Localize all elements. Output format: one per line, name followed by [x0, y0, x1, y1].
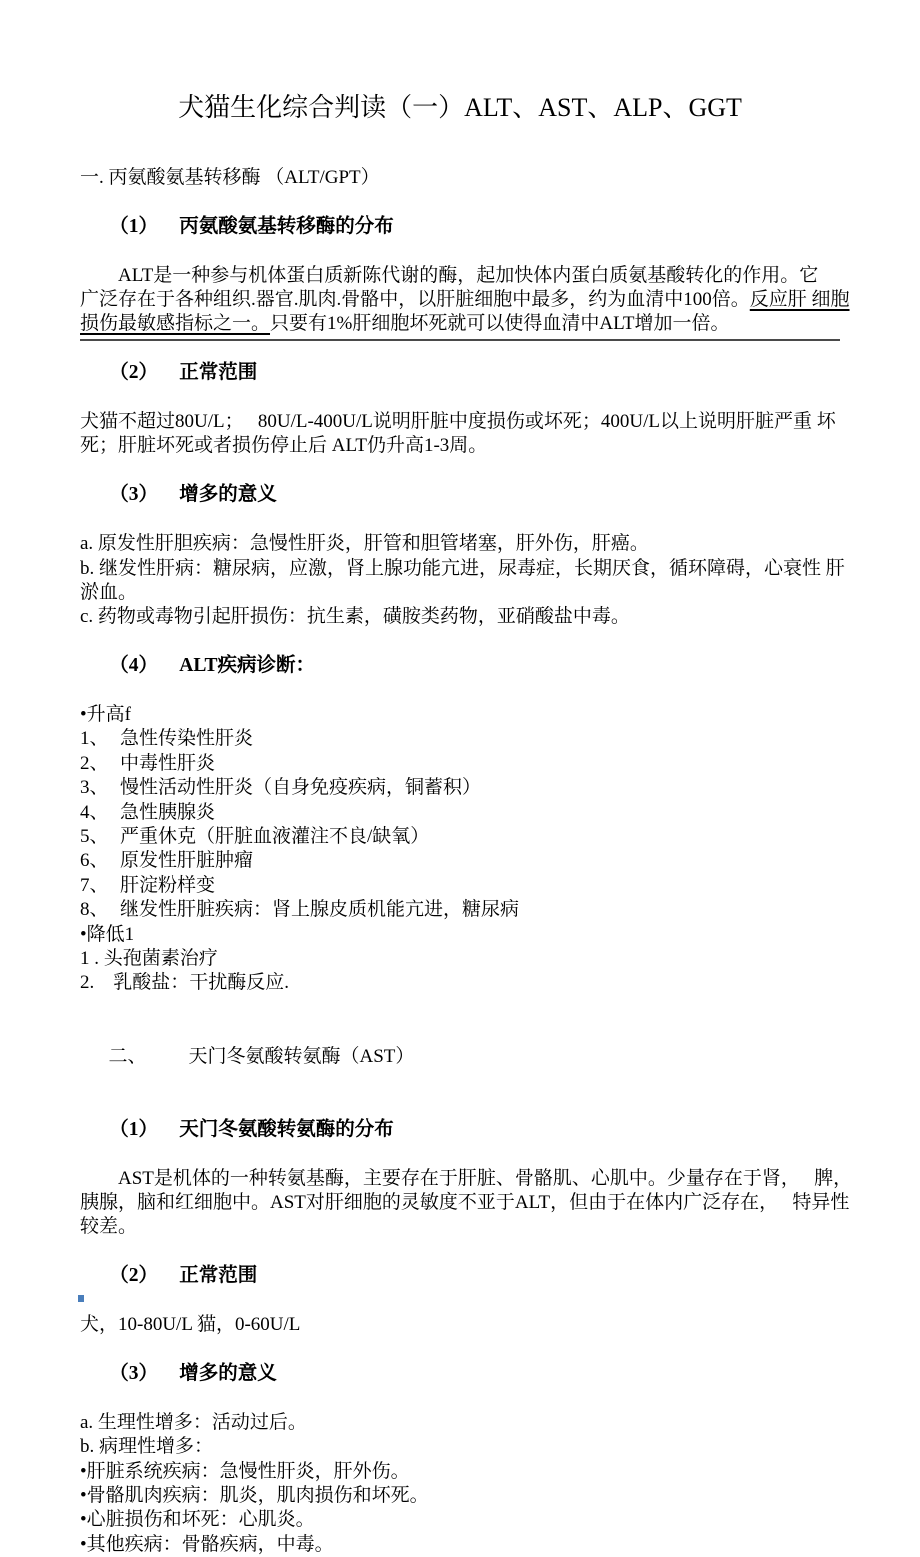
list-item: [80, 825, 840, 849]
list-item-text: 慢性活动性肝炎（自身免疫疾病，铜蓄积）: [120, 777, 482, 799]
heading-number-label: （3）: [109, 1362, 159, 1384]
list-item: [80, 727, 840, 751]
section-title-text: 天门冬氨酸转氨酶（AST）: [188, 1045, 415, 1067]
ast-distribution-heading: [80, 1093, 840, 1166]
heading-title-text: ALT疾病诊断：: [179, 655, 316, 677]
section-ast-heading: [80, 1020, 840, 1093]
alt-increase-heading: [80, 459, 840, 532]
alt-diagnosis-increase-header: •升高f: [80, 703, 131, 725]
heading-title-text: 天门冬氨酸转氨酶的分布: [179, 1118, 394, 1140]
list-item-text: 原发性肝脏肿瘤: [120, 850, 254, 872]
alt-range-line-1: 犬猫不超过80U/L； 80U/L-400U/L说明肝脏中度损伤或坏死；400U/L以上说明肝脏严重 坏: [80, 411, 836, 433]
list-item-text: 继发性肝脏疾病：肾上腺皮质机能亢进，糖尿病: [120, 899, 520, 921]
list-number: 1、: [80, 728, 109, 750]
ast-distribution-line-2: 胰腺，脑和红细胞中。AST对肝细胞的灵敏度不亚于ALT，但由于在体内广泛存在， 特异性: [80, 1192, 850, 1214]
ast-distribution-line-1: AST是机体的一种转氨基酶，主要存在于肝脏、骨骼肌、心肌中。少量存在于肾， 脾，: [80, 1167, 853, 1189]
heading-title-text: 正常范围: [179, 1265, 258, 1287]
page-bottom-marker: [78, 1295, 84, 1302]
ast-increase-heading: [80, 1337, 840, 1410]
alt-diagnosis-decrease-header: •降低1: [80, 923, 135, 945]
ast-increase-item-b: b. 病理性增多：: [80, 1436, 214, 1458]
alt-distribution-line-1: ALT是一种参与机体蛋白质新陈代谢的酶，起加快体内蛋白质氨基酸转化的作用。它: [80, 264, 819, 286]
ast-normal-range-heading: [80, 1240, 840, 1313]
heading-title-text: 丙氨酸氨基转移酶的分布: [179, 215, 394, 237]
list-item: [80, 849, 840, 873]
alt-distribution-heading: [80, 190, 840, 263]
list-number: 6、: [80, 850, 109, 872]
heading-title-text: 增多的意义: [179, 484, 277, 506]
list-item: [80, 874, 840, 898]
heading-title-text: 增多的意义: [179, 1362, 277, 1384]
heading-title-text: 正常范围: [179, 362, 258, 384]
underlined-text: 损伤最敏感指标之一。: [80, 313, 271, 335]
list-item-text: 急性传染性肝炎: [120, 728, 254, 750]
list-item-text: 急性胰腺炎: [120, 801, 216, 823]
heading-number-label: （4）: [109, 655, 159, 677]
list-number: 5、: [80, 825, 109, 847]
list-number: 8、: [80, 899, 109, 921]
alt-range-line-2: 死；肝脏坏死或者损伤停止后 ALT仍升高1-3周。: [80, 435, 488, 457]
ast-increase-item-a: a. 生理性增多：活动过后。: [80, 1411, 307, 1433]
page-title: 犬猫生化综合判读（一）ALT、AST、ALP、GGT: [178, 93, 742, 122]
heading-number-label: （1）: [109, 1118, 159, 1140]
heading-number-label: （1）: [109, 215, 159, 237]
alt-distribution-line-2: [80, 288, 850, 312]
list-item-text: 肝淀粉样变: [120, 874, 216, 896]
bullet-item: •心脏损伤和坏死：心肌炎。: [80, 1509, 315, 1531]
list-item: 1 . 头孢菌素治疗: [80, 948, 218, 969]
list-number: 7、: [80, 874, 109, 896]
bullet-item: •骨骼肌肉疾病：肌炎，肌肉损伤和坏死。: [80, 1484, 429, 1506]
list-item: [80, 752, 840, 776]
list-number: 2、: [80, 752, 109, 774]
heading-number-label: （3）: [109, 484, 159, 506]
section-divider-space: [80, 996, 840, 1020]
paragraph-text: 广泛存在于各种组织.器官.肌肉.骨骼中，以肝脏细胞中最多，约为血清中100倍。: [80, 289, 750, 311]
section-number-label: 二、: [108, 1045, 147, 1067]
heading-number-label: （2）: [109, 1265, 159, 1287]
section-alt-heading: 一. 丙氨酸氨基转移酶 （ALT/GPT）: [80, 167, 380, 188]
list-item-text: 严重休克（肝脏血液灌注不良/缺氧）: [120, 825, 430, 847]
ast-range-line-1: 犬，10-80U/L 猫，0-60U/L: [80, 1314, 301, 1336]
ast-distribution-line-3: 较差。: [80, 1216, 138, 1238]
list-number: 3、: [80, 777, 109, 799]
bullet-item: •其他疾病：骨骼疾病，中毒。: [80, 1533, 334, 1555]
alt-normal-range-heading: [80, 337, 840, 410]
alt-distribution-line-3: [80, 312, 840, 340]
list-item-text: 中毒性肝炎: [120, 752, 216, 774]
bullet-item: •肝脏系统疾病：急慢性肝炎，肝外伤。: [80, 1460, 410, 1482]
list-number: 4、: [80, 801, 109, 823]
list-item: [80, 898, 840, 922]
list-item: [80, 776, 840, 800]
alt-increase-item-a: a. 原发性肝胆疾病：急慢性肝炎，肝管和胆管堵塞，肝外伤，肝癌。: [80, 533, 649, 555]
alt-increase-item-b-line-1: b. 继发性肝病：糖尿病，应激，肾上腺功能亢进，尿毒症，长期厌食，循环障碍，心衰性 肝: [80, 557, 845, 579]
heading-number-label: （2）: [109, 362, 159, 384]
paragraph-text: 只要有1%肝细胞坏死就可以使得血清中ALT增加一倍。: [270, 313, 730, 335]
alt-increase-item-b-line-2: 淤血。: [80, 581, 138, 603]
list-item: [80, 801, 840, 825]
alt-diagnosis-heading: [80, 630, 840, 703]
underlined-text: 反应肝 细胞: [749, 289, 850, 311]
list-item: 2. 乳酸盐：干扰酶反应.: [80, 972, 290, 994]
alt-increase-item-c: c. 药物或毒物引起肝损伤：抗生素，磺胺类药物，亚硝酸盐中毒。: [80, 606, 630, 628]
